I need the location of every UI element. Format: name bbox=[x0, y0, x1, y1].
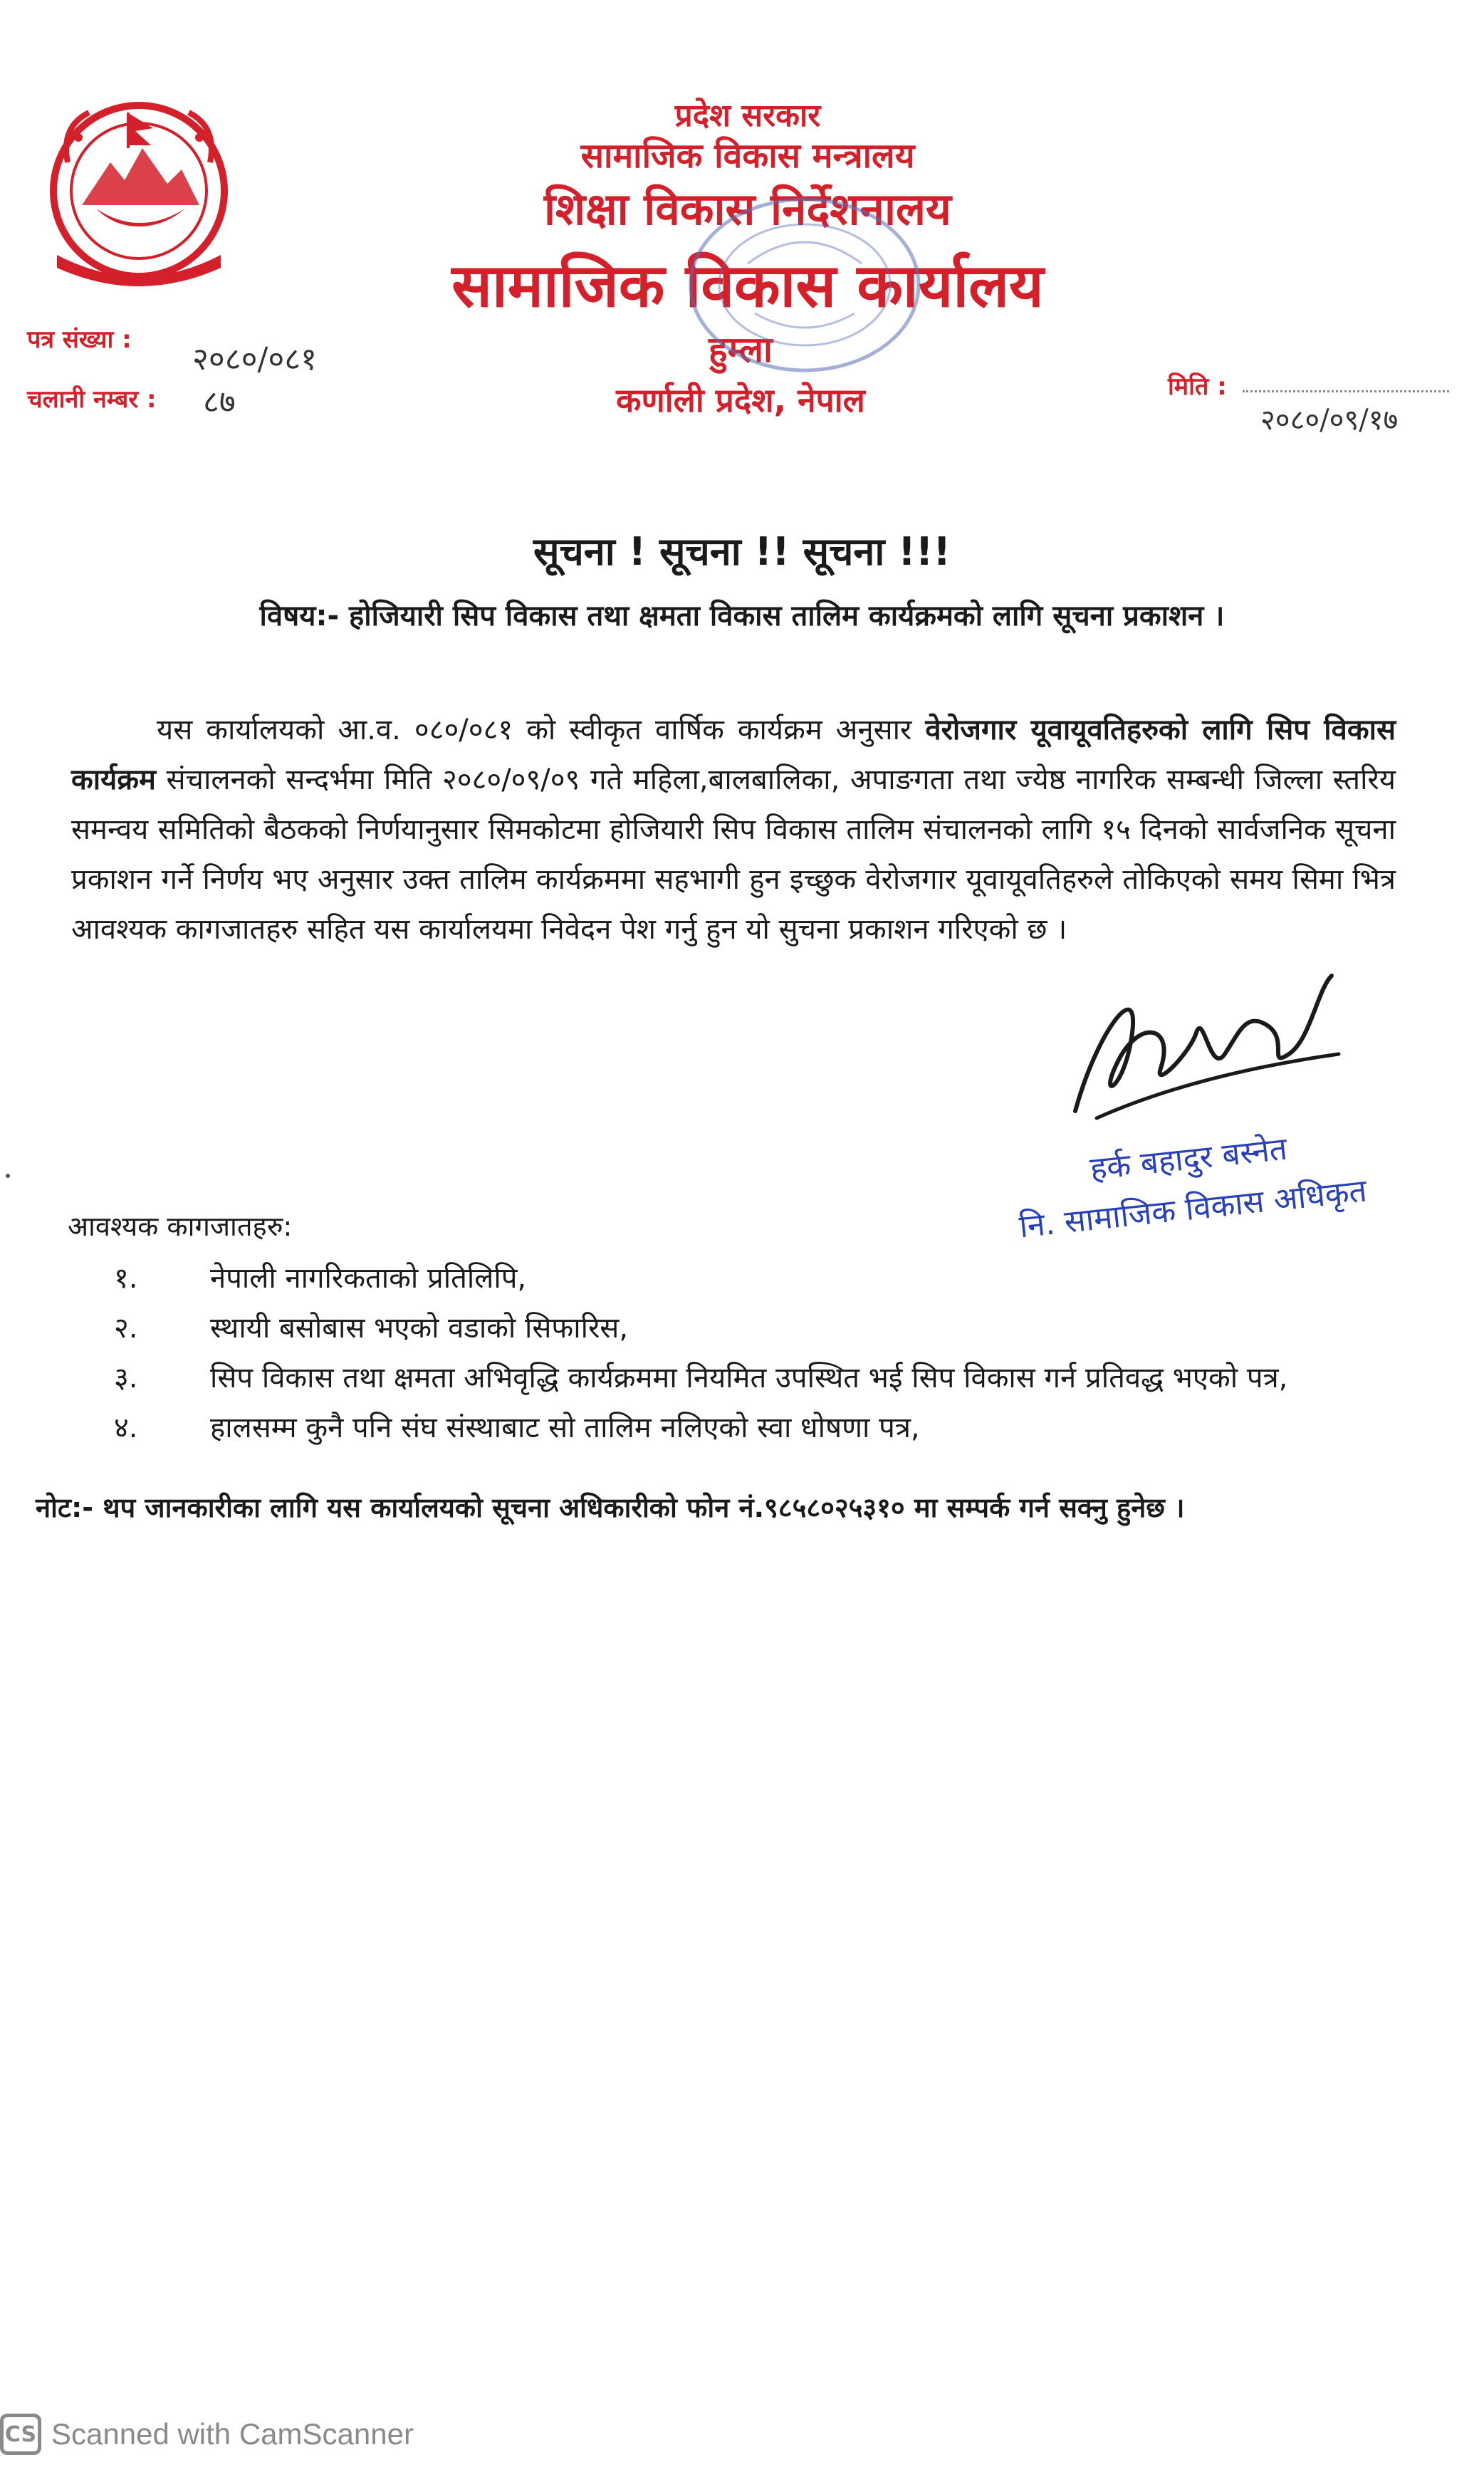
body-text-part-1: यस कार्यालयको आ.व. ०८०/०८१ को स्वीकृत वार्षिक कार्यक्रम अनुसार bbox=[157, 714, 926, 746]
letterhead-line-3: शिक्षा विकास निर्देशनालय bbox=[543, 183, 952, 235]
document-item bbox=[114, 1357, 1287, 1396]
dispatch-number-label: चलानी नम्बर : bbox=[27, 385, 157, 414]
scan-mark bbox=[6, 1174, 10, 1178]
dispatch-number-value: ८७ bbox=[203, 384, 236, 420]
contact-note: नोट:- थप जानकारीका लागि यस कार्यालयको सूचना अधिकारीको फोन नं.९८५८०२५३१० मा सम्पर्क गर्न सक्नु हुनेछ । bbox=[36, 1492, 1185, 1523]
date-underline bbox=[1243, 390, 1449, 392]
notice-heading: सूचना ! सूचना !! सूचना !!! bbox=[533, 529, 951, 574]
body-text-part-2: संचालनको सन्दर्भमा मिति २०८०/०९/०९ गते महिला,बालबालिका, अपाङगता तथा ज्येष्ठ नागरिक सम्बन्धी जिल्ला स्तरिय समन्वय समितिको बैठकको निर्णयानुसार सिमकोटमा होजियारी सिप विकास तालिम संचालनको लागि १५ दिनको सार्वजनिक सूचना प्रकाशन गर्ने निर्णय भए अनुसार उक्त तालिम कार्यक्रममा सहभागी हुन इच्छुक वेरोजगार यूवायूवतिहरुले तोकिएको समय सिमा भित्र आवश्यक कागजातहरु सहित यस कार्यालयमा निवेदन पेश गर्नु हुन यो सुचना प्रकाशन गरिएको छ । bbox=[71, 763, 1396, 946]
document-item-text: सिप विकास तथा क्षमता अभिवृद्धि कार्यक्रममा नियमित उपस्थित भई सिप विकास गर्न प्रतिवद्ध भएको पत्र, bbox=[210, 1362, 1288, 1394]
document-item bbox=[114, 1257, 526, 1296]
date-label: मिति : bbox=[1168, 372, 1227, 401]
signatory-title: नि. सामाजिक विकास अधिकृत bbox=[1017, 1172, 1369, 1246]
document-item-text: स्थायी बसोबास भएको वडाको सिफारिस, bbox=[210, 1312, 629, 1345]
scanner-watermark-text: Scanned with CamScanner bbox=[51, 2417, 414, 2451]
handwritten-signature bbox=[1054, 947, 1353, 1140]
scanner-watermark bbox=[0, 2406, 414, 2463]
document-item bbox=[114, 1407, 920, 1446]
document-item bbox=[114, 1307, 628, 1346]
document-item-number: ४. bbox=[114, 1412, 138, 1444]
document-item-text: हालसम्म कुनै पनि संघ संस्थाबाट सो तालिम नलिएको स्वा धोषणा पत्र, bbox=[210, 1412, 920, 1444]
province-name: कर्णाली प्रदेश, नेपाल bbox=[616, 381, 865, 419]
nepal-government-emblem bbox=[28, 84, 249, 298]
signatory-name: हर्क बहादुर बस्नेत bbox=[1088, 1130, 1289, 1188]
letter-number-label: पत्र संख्या : bbox=[27, 325, 132, 354]
office-stamp bbox=[655, 178, 954, 392]
camscanner-logo-icon: CS bbox=[0, 2414, 41, 2455]
letterhead-line-2: सामाजिक विकास मन्त्रालय bbox=[580, 136, 915, 176]
date-value: २०८०/०९/१७ bbox=[1260, 404, 1399, 437]
body-text-bold: वेरोजगार यूवायूवतिहरुको लागि सिप विकास कार्यक्रम bbox=[71, 714, 1396, 796]
notice-body bbox=[71, 705, 1396, 954]
district-name: हुम्ला bbox=[709, 329, 773, 370]
document-item-text: नेपाली नागरिकताको प्रतिलिपि, bbox=[210, 1262, 527, 1295]
letterhead-line-1: प्रदेश सरकार bbox=[674, 98, 821, 134]
document-item-number: १. bbox=[114, 1262, 138, 1295]
documents-heading: आवश्यक कागजातहरु: bbox=[68, 1211, 293, 1242]
letter-number-value: २०८०/०८१ bbox=[192, 341, 317, 377]
document-item-number: २. bbox=[114, 1312, 138, 1345]
office-name: सामाजिक विकास कार्यालय bbox=[451, 251, 1044, 320]
document-item-number: ३. bbox=[114, 1362, 138, 1394]
notice-subject: विषय:- होजियारी सिप विकास तथा क्षमता विकास तालिम कार्यक्रमको लागि सूचना प्रकाशन । bbox=[259, 600, 1225, 632]
